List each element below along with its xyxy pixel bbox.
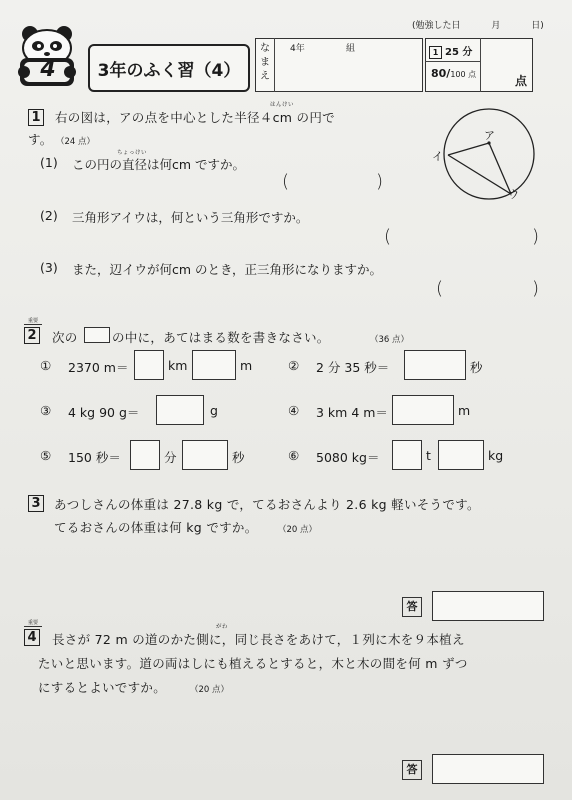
q2-item-1-unit-1: km	[168, 358, 188, 373]
score-divider	[425, 61, 481, 62]
q2-item-5-box-2[interactable]	[182, 440, 228, 470]
q2-text-before: 次の	[52, 330, 78, 345]
q2-item-3-box-1[interactable]	[156, 395, 204, 425]
q1-sub2-paren-open: (	[384, 226, 392, 247]
q1-sub1-text: この円の直径は何cm ですか。	[72, 157, 246, 172]
q2-item-4-lhs: 3 km 4 m＝	[316, 405, 388, 420]
name-label	[258, 42, 272, 84]
study-date-day: 日)	[531, 21, 544, 31]
badge-number: 4	[40, 57, 56, 82]
q1-sub2-paren-close: )	[532, 226, 540, 247]
q4-answer-box[interactable]	[432, 754, 544, 784]
worksheet-title	[88, 44, 250, 92]
pass-score	[431, 67, 476, 80]
clock-icon: 1	[429, 46, 442, 59]
q1-text-line2: す。	[28, 132, 53, 147]
question-4-number: 4	[24, 629, 40, 646]
q4-important-tag: 重要	[24, 620, 42, 627]
q2-item-1-mark: ①	[40, 358, 52, 373]
q2-item-6-unit-2: kg	[488, 448, 504, 463]
q2-item-6-lhs: 5080 kg＝	[316, 450, 380, 465]
q2-item-1-unit-2: m	[240, 358, 253, 373]
q2-item-1-box-1[interactable]	[134, 350, 164, 380]
q2-item-6-mark: ⑥	[288, 448, 300, 463]
name-label-char: え	[260, 71, 270, 82]
q3-points: （20 点）	[278, 525, 318, 535]
question-3-number: 3	[28, 495, 44, 512]
q2-text-after: の中に，あてはまる数を書きなさい。	[112, 330, 330, 345]
q2-item-6-unit-1: t	[426, 448, 431, 463]
class-label: 組	[346, 44, 356, 54]
q4-text-line2: たいと思います。道の両はしにも植えるとすると，木と木の間を何 m ずつ	[38, 656, 468, 671]
q1-sub1-number: (1)	[40, 155, 58, 170]
q2-item-4-box-1[interactable]	[392, 395, 454, 425]
name-label-char: な	[260, 43, 270, 54]
q2-item-6-box-2[interactable]	[438, 440, 484, 470]
title-text: 3年のふく習（4）	[97, 60, 241, 81]
q2-item-3-lhs: 4 kg 90 g＝	[68, 405, 140, 420]
q1-points: （24 点）	[56, 137, 96, 147]
name-field[interactable]	[255, 38, 423, 92]
q1-sub1-ruby: ちょっけい	[117, 150, 148, 156]
q3-answer-box[interactable]	[432, 591, 544, 621]
q4-ruby: がわ	[216, 624, 229, 630]
q1-ruby: はんけい	[270, 102, 295, 108]
study-date-month: 月	[491, 21, 501, 31]
q4-answer-label: 答	[402, 760, 422, 780]
time-value: 25 分	[445, 47, 473, 58]
q2-important-tag: 重要	[24, 318, 42, 325]
q4-text-line1: 長さが 72 m の道のかた側に，同じ長さをあけて，１列に木を９本植え	[52, 632, 465, 647]
figure-label-a: ア	[484, 129, 495, 142]
q2-item-1-lhs: 2370 m＝	[68, 360, 129, 375]
q2-item-2-lhs: 2 分 35 秒＝	[316, 360, 390, 375]
q1-sub2-number: (2)	[40, 208, 58, 223]
q1-sub3-paren-open: (	[436, 278, 444, 299]
q2-item-5-lhs: 150 秒＝	[68, 450, 121, 465]
q2-item-2-unit-1: 秒	[470, 360, 483, 375]
grade-label: 4年	[290, 44, 305, 54]
q3-text-line2: てるおさんの体重は何 kg ですか。	[54, 520, 258, 535]
q3-answer-label: 答	[402, 597, 422, 617]
q1-sub3-number: (3)	[40, 260, 58, 275]
pass-score-value: 80/	[431, 67, 451, 80]
q1-sub2-text: 三角形アイウは，何という三角形ですか。	[72, 210, 309, 225]
figure-label-i: イ	[432, 150, 443, 163]
q1-sub3-answer[interactable]	[450, 278, 530, 300]
q1-sub1-answer[interactable]	[296, 172, 374, 194]
pass-score-total: 100 点	[450, 70, 477, 79]
name-label-char: ま	[260, 57, 270, 68]
q1-sub1-paren-close: )	[376, 171, 384, 192]
q1-sub3-text: また，辺イウが何cm のとき，正三角形になりますか。	[72, 262, 383, 277]
score-unit: 点	[515, 74, 528, 88]
q2-points: （36 点）	[370, 335, 410, 345]
circle-figure	[425, 104, 545, 204]
q2-item-5-mark: ⑤	[40, 448, 52, 463]
q2-item-5-unit-2: 秒	[232, 450, 245, 465]
question-2-number: 2	[24, 327, 40, 344]
q2-item-2-box-1[interactable]	[404, 350, 466, 380]
q3-text-line1: あつしさんの体重は 27.8 kg で，てるおさんより 2.6 kg 軽いそうです。	[54, 497, 480, 512]
q2-item-4-mark: ④	[288, 403, 300, 418]
q2-item-5-unit-1: 分	[164, 450, 177, 465]
q1-text-line1: 右の図は，アの点を中心とした半径４cm の円で	[55, 110, 335, 125]
q2-item-3-mark: ③	[40, 403, 52, 418]
q2-item-2-mark: ②	[288, 358, 300, 373]
q1-sub2-answer[interactable]	[398, 226, 528, 248]
question-1-number: 1	[28, 109, 44, 126]
q1-sub3-paren-close: )	[532, 278, 540, 299]
q2-item-4-unit-1: m	[458, 403, 471, 418]
q2-item-3-unit-1: g	[210, 403, 218, 418]
q2-sample-box	[84, 327, 110, 343]
q2-item-6-box-1[interactable]	[392, 440, 422, 470]
time-limit	[429, 43, 472, 59]
figure-label-u: ウ	[508, 188, 519, 201]
q4-points: （20 点）	[190, 685, 230, 695]
q4-text-line3: にするとよいですか。	[38, 680, 167, 695]
study-date	[412, 18, 544, 31]
q1-sub1-paren-open: (	[282, 171, 290, 192]
name-divider	[274, 38, 275, 92]
score-divider	[480, 38, 481, 92]
study-date-label: (勉強した日	[412, 21, 461, 31]
q2-item-5-box-1[interactable]	[130, 440, 160, 470]
q2-item-1-box-2[interactable]	[192, 350, 236, 380]
